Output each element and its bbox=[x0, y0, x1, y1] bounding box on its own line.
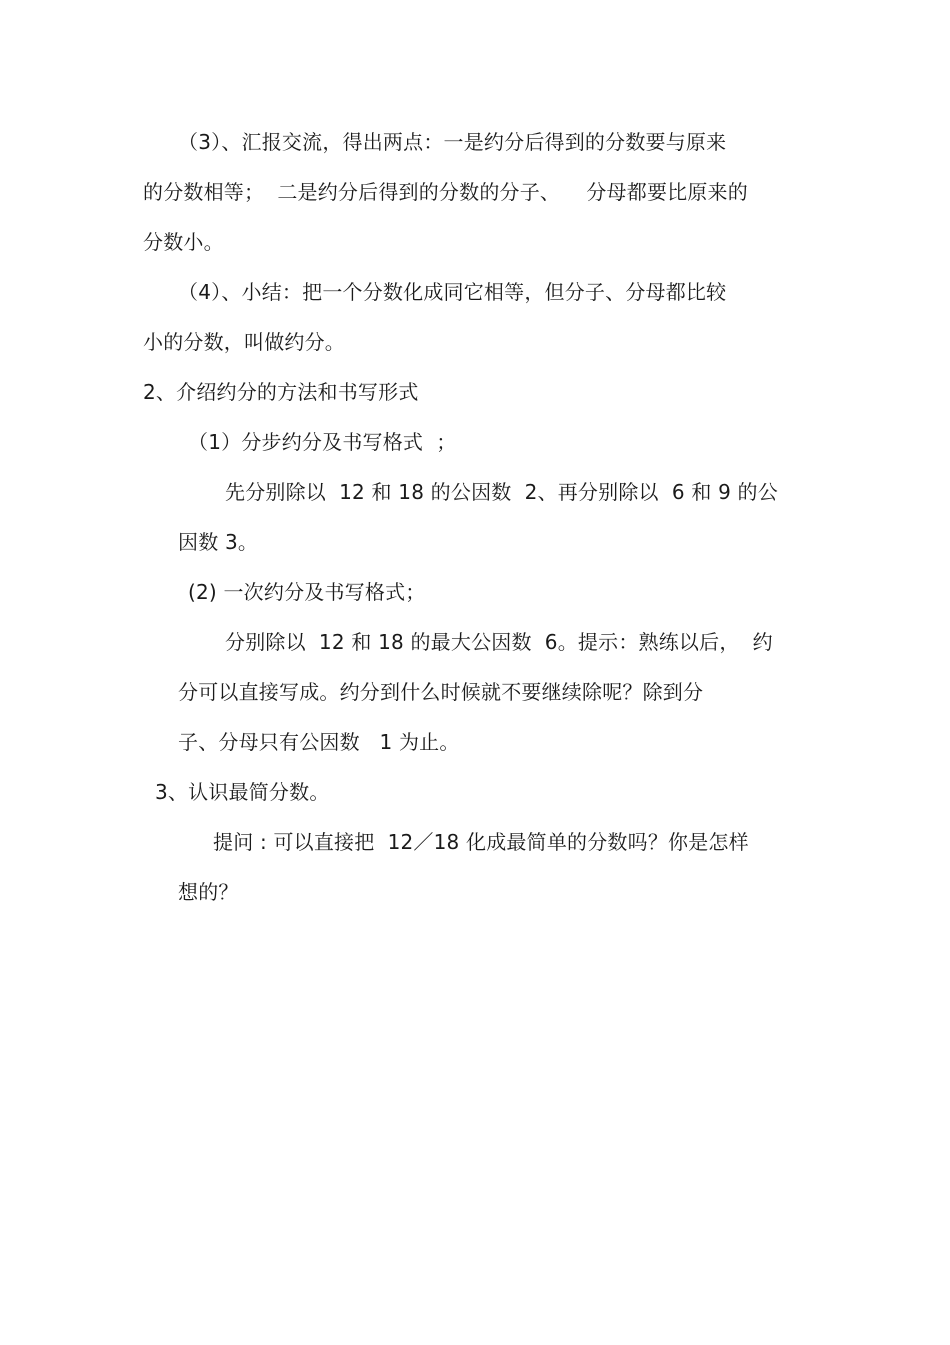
paragraph-line: 分数小。 bbox=[143, 230, 224, 254]
section-heading: 3、认识最简分数。 bbox=[155, 780, 330, 804]
paragraph-line: 先分别除以 12 和 18 的公因数 2、再分别除以 6 和 9 的公 bbox=[225, 480, 778, 504]
paragraph-line: 分别除以 12 和 18 的最大公因数 6。提示：熟练以后， 约 bbox=[225, 630, 773, 654]
subsection-heading: (2) 一次约分及书写格式； bbox=[188, 580, 426, 604]
paragraph-line: 想的？ bbox=[178, 880, 239, 904]
section-heading: 2、介绍约分的方法和书写形式 bbox=[143, 380, 419, 404]
paragraph-line: 因数 3。 bbox=[178, 530, 259, 554]
paragraph-line: （3）、汇报交流，得出两点：一是约分后得到的分数要与原来 bbox=[178, 130, 727, 154]
paragraph-line: 子、分母只有公因数 1 为止。 bbox=[178, 730, 460, 754]
paragraph-line: 提问 : 可以直接把 12／18 化成最简单的分数吗？你是怎样 bbox=[213, 830, 749, 854]
paragraph-line: 小的分数，叫做约分。 bbox=[143, 330, 345, 354]
subsection-heading: （1）分步约分及书写格式 ； bbox=[188, 430, 457, 454]
paragraph-line: （4）、小结：把一个分数化成同它相等，但分子、分母都比较 bbox=[178, 280, 727, 304]
paragraph-line: 的分数相等； 二是约分后得到的分数的分子、 分母都要比原来的 bbox=[143, 180, 748, 204]
paragraph-line: 分可以直接写成。约分到什么时候就不要继续除呢？除到分 bbox=[178, 680, 704, 704]
